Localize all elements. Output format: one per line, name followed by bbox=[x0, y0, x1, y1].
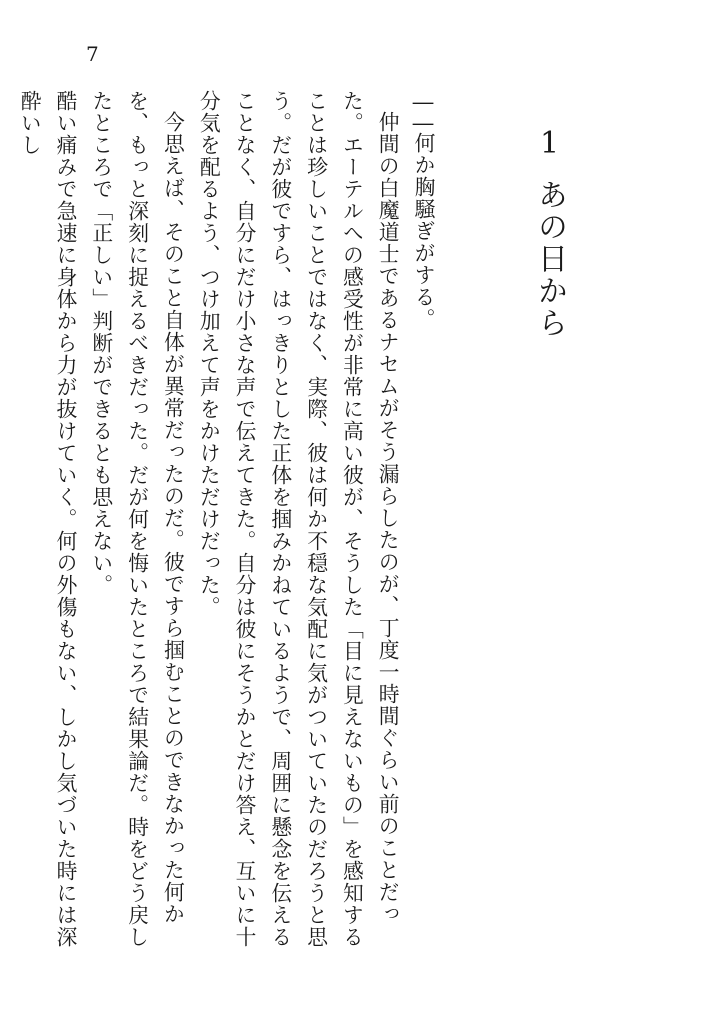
chapter-number: 1 bbox=[532, 126, 567, 163]
page-number: 7 bbox=[86, 42, 99, 66]
chapter-heading bbox=[531, 126, 567, 339]
paragraph-2: 仲間の白魔道士であるナセムがそう漏らしたのが、丁度一時間ぐらい前のことだった。エーテルへの感受性が非常に高い彼が、そうした「目に見えないもの」を感知することは珍しいことではなく、実際、彼は何か不穏な気配に気がついていたのだろうと思う。だが彼ですら、はっきりとした正体を掴みかねているようで、周囲に懸念を伝えることなく、自分にだけ小さな声で伝えてきた。自分は彼にそうかとだけ答え、互いに十分気を配るよう、つけ加えて声をかけただけだった。 bbox=[196, 90, 400, 948]
em-dash: ―― bbox=[411, 90, 435, 132]
paragraph-4: 酷い痛みで急速に身体から力が抜けていく。何の外傷もない、しかし気づいた時には深酔いし bbox=[17, 90, 78, 948]
paragraph-3: 今思えば、そのこと自体が異常だったのだ。彼ですら掴むことのできなかった何かを、もっと深刻に捉えるべきだった。だが何を悔いたところで結果論だ。時をどう戻したところで「正しい」判断ができるとも思えない。 bbox=[88, 90, 185, 948]
paragraph-1 bbox=[404, 90, 440, 950]
paragraph-text: 何か胸騒ぎがする。 bbox=[411, 132, 435, 330]
body-text bbox=[17, 90, 440, 950]
chapter-title: あの日から bbox=[532, 179, 567, 339]
